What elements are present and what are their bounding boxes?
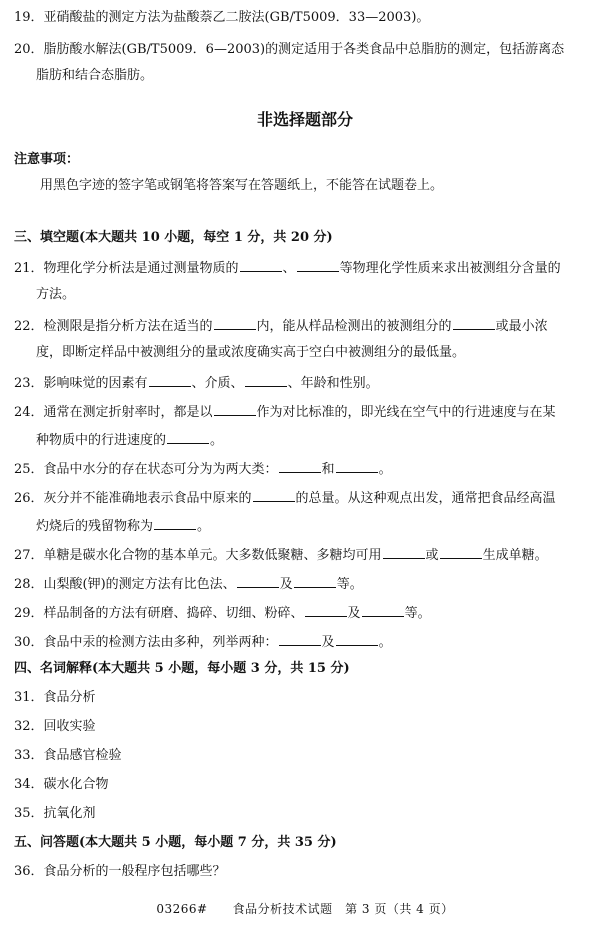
answer-blank[interactable] bbox=[383, 544, 425, 559]
answer-blank[interactable] bbox=[294, 573, 336, 588]
question-22-continued: 度，即断定样品中被测组分的量或浓度确实高于空白中被测组分的最低量。 bbox=[36, 345, 466, 360]
answer-blank[interactable] bbox=[305, 602, 347, 617]
question-20-continued: 脂肪和结合态脂肪。 bbox=[36, 68, 154, 83]
answer-blank[interactable] bbox=[279, 458, 321, 473]
question-24: 24．通常在测定折射率时，都是以 作为对比标准的，即光线在空气中的行进速度与在某 bbox=[14, 401, 596, 423]
section-title: 非选择题部分 bbox=[256, 110, 353, 129]
part5-heading: 五、问答题(本大题共 5 小题，每小题 7 分，共 35 分) bbox=[14, 835, 337, 850]
answer-blank[interactable] bbox=[154, 515, 196, 530]
question-23: 23．影响味觉的因素有 、介质、 、年龄和性别。 bbox=[14, 372, 596, 394]
answer-blank[interactable] bbox=[336, 631, 378, 646]
answer-blank[interactable] bbox=[362, 602, 404, 617]
answer-blank[interactable] bbox=[297, 257, 339, 272]
question-29: 29．样品制备的方法有研磨、捣碎、切细、粉碎、 及 等。 bbox=[14, 602, 596, 624]
answer-blank[interactable] bbox=[453, 315, 495, 330]
page-footer: 03266# 食品分析技术试题 第 3 页（共 4 页） bbox=[156, 902, 454, 916]
term-33: 33．食品感官检验 bbox=[14, 748, 122, 763]
answer-blank[interactable] bbox=[253, 487, 295, 502]
question-20: 20．脂肪酸水解法(GB/T5009．6—2003)的测定适用于各类食品中总脂肪的测定，包括游离态 bbox=[14, 42, 565, 57]
question-27: 27．单糖是碳水化合物的基本单元。大多数低聚糖、多糖均可用 或 生成单糖。 bbox=[14, 544, 596, 566]
answer-blank[interactable] bbox=[336, 458, 378, 473]
answer-blank[interactable] bbox=[245, 372, 287, 387]
question-28: 28．山梨酸(钾)的测定方法有比色法、 及 等。 bbox=[14, 573, 596, 595]
answer-blank[interactable] bbox=[214, 401, 256, 416]
answer-blank[interactable] bbox=[237, 573, 279, 588]
answer-blank[interactable] bbox=[149, 372, 191, 387]
answer-blank[interactable] bbox=[167, 429, 209, 444]
answer-blank[interactable] bbox=[279, 631, 321, 646]
question-19: 19．亚硝酸盐的测定方法为盐酸萘乙二胺法(GB/T5009．33—2003)。 bbox=[14, 10, 430, 25]
term-31: 31．食品分析 bbox=[14, 690, 96, 705]
question-21: 21．物理化学分析法是通过测量物质的 、 等物理化学性质来求出被测组分含量的 bbox=[14, 257, 596, 279]
question-30: 30．食品中汞的检测方法由多种，列举两种： 及 。 bbox=[14, 631, 596, 653]
notice-heading: 注意事项： bbox=[14, 152, 80, 167]
question-24-continued: 种物质中的行进速度的 。 bbox=[36, 429, 596, 451]
answer-blank[interactable] bbox=[240, 257, 282, 272]
term-35: 35．抗氧化剂 bbox=[14, 806, 96, 821]
term-32: 32．回收实验 bbox=[14, 719, 96, 734]
notice-text: 用黑色字迹的签字笔或钢笔将答案写在答题纸上，不能答在试题卷上。 bbox=[40, 178, 444, 193]
question-22: 22．检测限是指分析方法在适当的 内，能从样品检测出的被测组分的 或最小浓 bbox=[14, 315, 596, 337]
question-26: 26．灰分并不能准确地表示食品中原来的 的总量。从这种观点出发，通常把食品经高温 bbox=[14, 487, 596, 509]
question-21-continued: 方法。 bbox=[36, 287, 76, 302]
question-26-continued: 灼烧后的残留物称为 。 bbox=[36, 515, 596, 537]
question-25: 25．食品中水分的存在状态可分为为两大类： 和 。 bbox=[14, 458, 596, 480]
answer-blank[interactable] bbox=[440, 544, 482, 559]
question-36: 36．食品分析的一般程序包括哪些？ bbox=[14, 864, 226, 879]
part4-heading: 四、名词解释(本大题共 5 小题，每小题 3 分，共 15 分) bbox=[14, 661, 350, 676]
part3-heading: 三、填空题(本大题共 10 小题，每空 1 分，共 20 分) bbox=[14, 230, 333, 245]
answer-blank[interactable] bbox=[214, 315, 256, 330]
term-34: 34．碳水化合物 bbox=[14, 777, 109, 792]
